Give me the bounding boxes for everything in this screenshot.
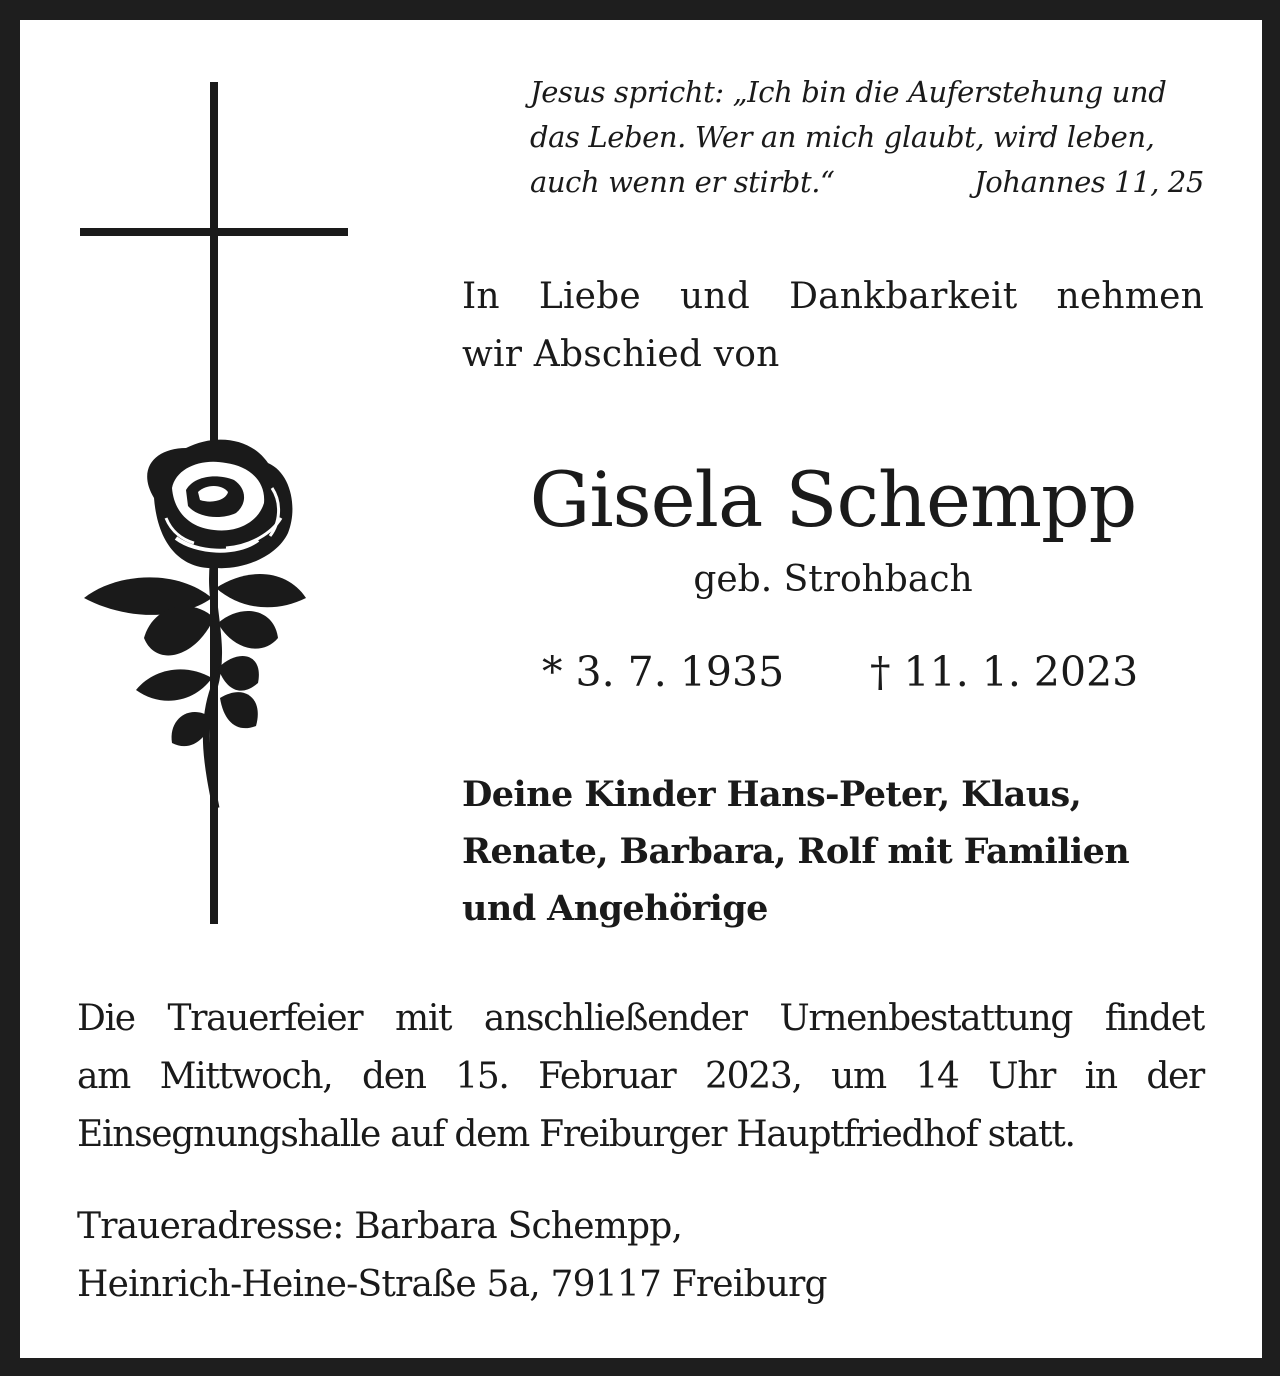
cross-with-rose-icon xyxy=(76,78,356,928)
word: Liebe xyxy=(538,276,641,317)
birth-date: * 3. 7. 1935 xyxy=(542,648,785,696)
word: der xyxy=(1146,1056,1204,1097)
word: und xyxy=(679,276,751,317)
rose-leaf xyxy=(218,611,278,649)
rose-leaf xyxy=(220,692,258,728)
verse-line-1: Jesus spricht: „Ich bin die Auferstehung und xyxy=(530,75,1167,109)
word: Urnenbestattung xyxy=(779,998,1073,1039)
rose-blossom xyxy=(147,440,292,569)
intro-line-1 xyxy=(462,268,1204,326)
word: um xyxy=(831,1056,886,1097)
mourners-list xyxy=(462,766,1222,937)
mourners-line-3: und Angehörige xyxy=(462,888,768,929)
death-date: † 11. 1. 2023 xyxy=(870,648,1139,696)
word: 2023, xyxy=(705,1056,802,1097)
verse-line-3-text: auch wenn er stirbt.“ xyxy=(530,165,835,199)
cross-horizontal-beam xyxy=(80,228,348,236)
word: Mittwoch, xyxy=(159,1056,333,1097)
word: 15. xyxy=(455,1056,509,1097)
mourners-line-2: Renate, Barbara, Rolf mit Familien xyxy=(462,831,1130,872)
word: Uhr xyxy=(988,1056,1056,1097)
verse-line-2: das Leben. Wer an mich glaubt, wird leben, xyxy=(530,120,1155,154)
mourners-line-1: Deine Kinder Hans-Peter, Klaus, xyxy=(462,774,1082,815)
mourning-address xyxy=(77,1198,1204,1314)
word: am xyxy=(77,1056,130,1097)
funeral-service-info xyxy=(77,990,1204,1164)
intro-line-2: wir Abschied von xyxy=(462,334,780,375)
service-line-3: Einsegnungshalle auf dem Freiburger Hauptfriedhof statt. xyxy=(77,1114,1075,1155)
address-line-1: Traueradresse: Barbara Schempp, xyxy=(77,1206,683,1247)
birth-name: geb. Strohbach xyxy=(693,559,973,600)
rose-leaf xyxy=(218,656,259,691)
word: 14 xyxy=(915,1056,959,1097)
word: mit xyxy=(394,998,452,1039)
intro-text xyxy=(462,268,1204,384)
verse-reference: Johannes 11, 25 xyxy=(974,165,1204,199)
rose-leaf xyxy=(136,669,212,700)
bible-verse xyxy=(530,70,1204,205)
word: Februar xyxy=(538,1056,676,1097)
word: in xyxy=(1084,1056,1117,1097)
deceased-name: Gisela Schempp xyxy=(529,455,1137,544)
word: den xyxy=(362,1056,426,1097)
service-line-1 xyxy=(77,990,1204,1048)
word: findet xyxy=(1104,998,1204,1039)
word: nehmen xyxy=(1056,276,1204,317)
word: In xyxy=(462,276,500,317)
rose-leaf xyxy=(216,574,306,607)
word: Dankbarkeit xyxy=(789,276,1018,317)
word: Die xyxy=(77,998,135,1039)
verse-line-3 xyxy=(530,160,1204,205)
address-line-2: Heinrich-Heine-Straße 5a, 79117 Freiburg xyxy=(77,1264,827,1305)
service-line-2 xyxy=(77,1048,1204,1106)
word: Trauerfeier xyxy=(167,998,363,1039)
word: anschließender xyxy=(483,998,747,1039)
